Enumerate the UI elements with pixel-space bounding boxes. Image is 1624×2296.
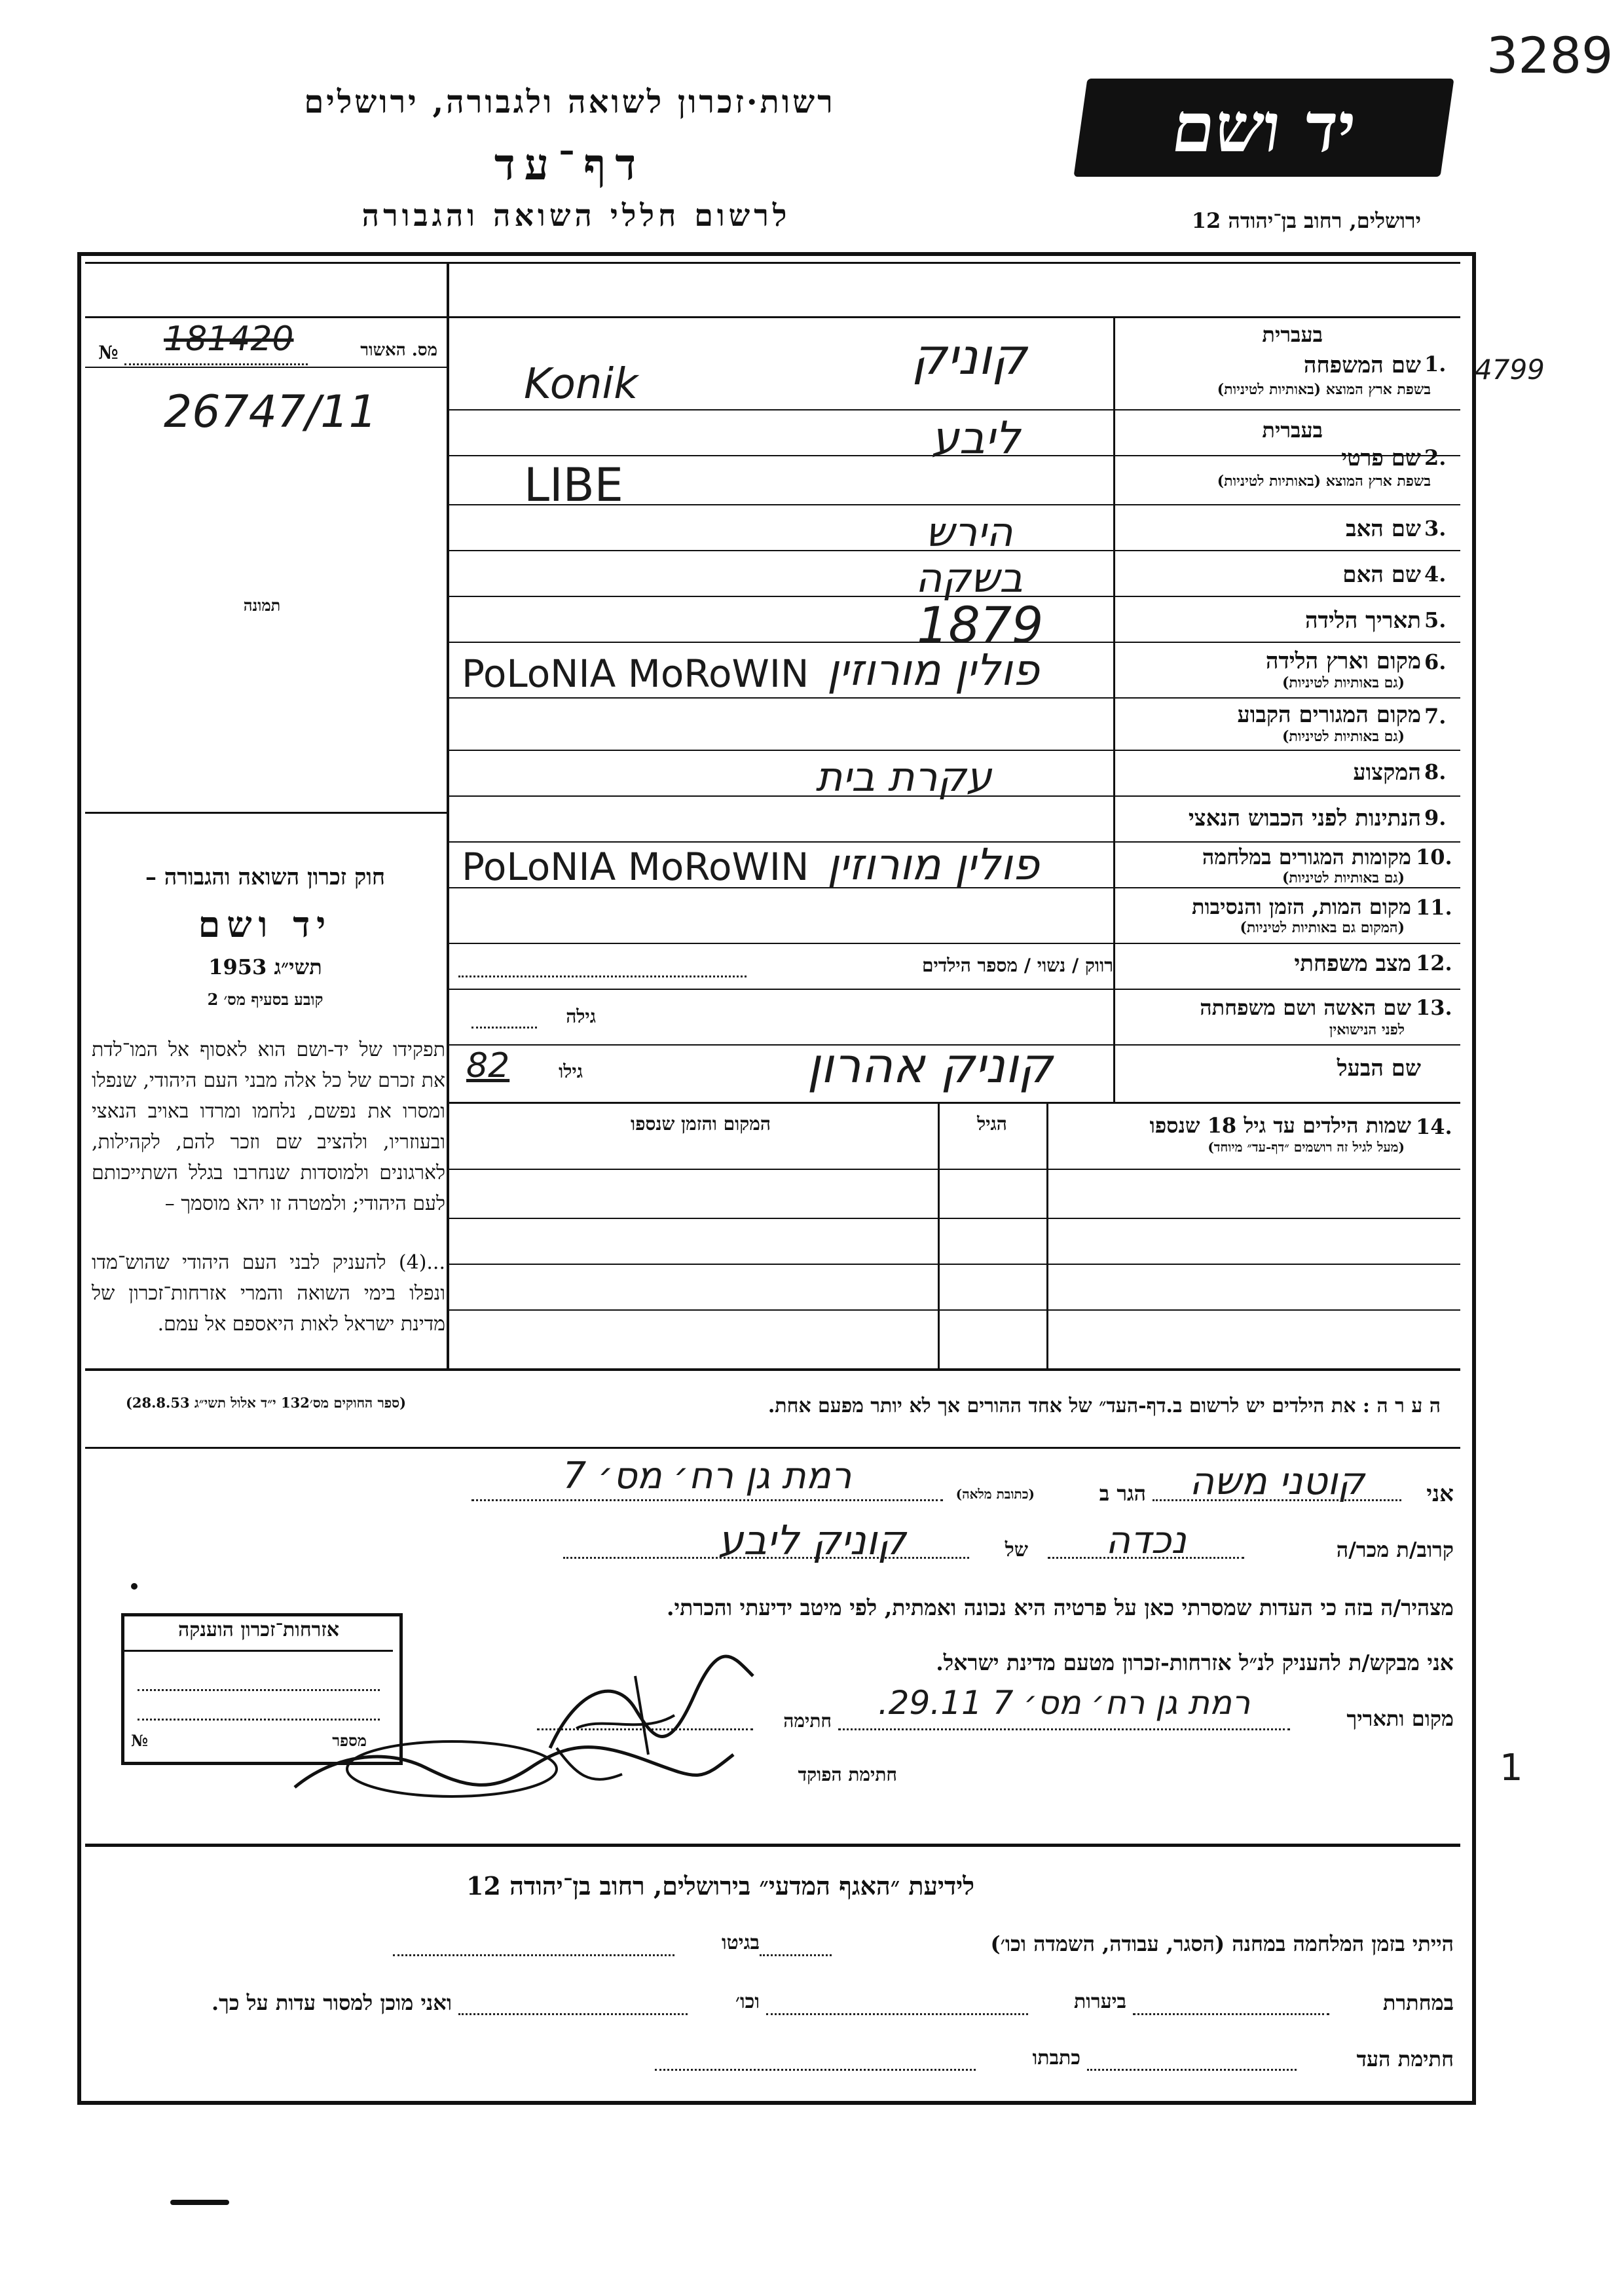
field-7-number: 7. <box>1424 704 1447 729</box>
field-11-sub: (המקום גם באותיות לטיניות) <box>1240 919 1405 936</box>
footer-ghetto: בגיטו <box>721 1931 760 1954</box>
footer-title: לידיעת ״האגף המדעי״ בירושלים, רחוב בן־יהודה 12 <box>466 1871 975 1901</box>
birth-date: 1879 <box>917 596 1044 654</box>
margin-mark-top: 4799 <box>1475 354 1545 386</box>
field-7-label: מקום המגורים הקבוע <box>1237 702 1421 728</box>
citizenship-number-sign: № <box>131 1731 149 1750</box>
field-14-number: 14. <box>1416 1114 1452 1139</box>
field-3-number: 3. <box>1424 516 1447 541</box>
witness-i-label: אני <box>1426 1481 1454 1507</box>
approval-label: מס. האשור <box>360 340 437 360</box>
of-label: של <box>1005 1539 1028 1561</box>
field-1-number: 1. <box>1424 352 1447 376</box>
mother-name: בשקה <box>915 554 1024 602</box>
field-13-number: 13. <box>1416 995 1452 1020</box>
footer-etc: וכו׳ <box>735 1990 760 2013</box>
field-3-label: שם האב <box>1346 516 1421 542</box>
footer-address: כתבתו <box>1032 2047 1080 2069</box>
header-address: ירושלים, רחוב בן־יהודה 12 <box>1191 208 1421 233</box>
wartime-residence-latin: PoLoNIA MoRoWIN <box>462 845 809 889</box>
place-date-label: מקום ותאריך <box>1346 1706 1454 1731</box>
field-6-label: מקום וארץ הלידה <box>1265 648 1421 674</box>
field-13-sub: לפני הנישואין <box>1329 1021 1405 1038</box>
law-reference: (ספר החוקים מס׳132 י״ד אלול תשי״ג 28.8.53) <box>125 1394 407 1411</box>
field-4-label: שם האם <box>1342 562 1421 588</box>
field-2-label: שם פרטי <box>1341 445 1421 471</box>
citizenship-box-title: אזרחות־זכרון הוענקה <box>177 1618 340 1641</box>
husband-age-label: גילו <box>559 1061 583 1082</box>
father-name: הירש <box>925 508 1013 556</box>
husband-name: קוניק אהרון <box>807 1038 1053 1094</box>
field-12-number: 12. <box>1416 951 1452 975</box>
wife-age-label: גילה <box>566 1006 596 1027</box>
relative-label: קרוב/ת מכר/ה <box>1336 1537 1454 1562</box>
witness-name: קוטני משה <box>1189 1459 1365 1503</box>
note-text: ה ע ר ה : את הילדים יש לרשום ב.דף-העד״ של אחד ההורים אך לא יותר מפעם אחת. <box>767 1394 1441 1417</box>
hebrew-label-2: בעברית <box>1262 418 1323 443</box>
field-7-sub: (גם באותיות לטיניות) <box>1282 728 1405 745</box>
marital-options: רווק / נשוי / מספר הילדים <box>921 955 1113 976</box>
footer-underground: במחתרת <box>1382 1990 1454 2015</box>
field-12-label: מצב משפחתי <box>1294 951 1411 977</box>
field-10-number: 10. <box>1416 845 1452 869</box>
field-1-sub: בשפת ארץ המוצא (באותיות לטיניות) <box>1217 381 1431 398</box>
surname-hebrew: קוניק <box>912 327 1027 386</box>
signature-label: חתימה <box>783 1710 832 1732</box>
birth-place-latin: PoLoNIA MoRoWIN <box>462 651 809 696</box>
margin-mark-bottom: 1 <box>1500 1747 1523 1789</box>
witness-address: רמת גן רח׳ מס׳ 7 <box>563 1455 852 1497</box>
field-5-label: תאריך הלידה <box>1304 608 1421 634</box>
place-date-value: רמת גן רח׳ מס׳ 7 29.11. <box>877 1684 1251 1722</box>
occupation: עקרת בית <box>815 753 992 801</box>
officer-signature-label: חתימת הפוקד <box>798 1764 897 1785</box>
field-5-number: 5. <box>1424 608 1447 632</box>
field-6-sub: (גם באותיות לטיניות) <box>1282 674 1405 691</box>
scan-dot <box>131 1583 138 1590</box>
footer-ready: ואני מוכן למסור עדות על כך. <box>211 1990 452 2015</box>
victim-name-ref: קוניק ליבע <box>718 1516 906 1564</box>
field-8-label: המקצוע <box>1353 759 1421 786</box>
first-name-hebrew: ליבע <box>931 412 1020 464</box>
husband-label: שם הבעל <box>1337 1055 1421 1082</box>
law-name: יד ושם <box>198 903 333 945</box>
field-9-label: הנתינות לפני הכבוש הנאצי <box>1188 805 1421 831</box>
field-14-sub: (מעל לגיל זה רושמים ״דף-עד״ מיוחד) <box>1208 1139 1405 1155</box>
photo-label: תמונה <box>243 596 281 615</box>
field-11-label: מקום המות, הזמן והנסיבות <box>1191 894 1411 919</box>
birth-place-hebrew: פולין מורוזין <box>826 645 1040 695</box>
field-1-label: שם המשפחה <box>1303 352 1421 378</box>
approval-handwritten: 26747/11 <box>164 386 377 438</box>
form-subtitle: לרשום חללי השואה והגבורה <box>361 198 791 233</box>
law-title: חוק זכרון השואה והגבורה – <box>145 864 386 890</box>
field-13-label: שם האשה ושם משפחתה <box>1200 995 1411 1020</box>
wartime-residence-hebrew: פולין מורוזין <box>826 839 1040 890</box>
husband-age: 82 <box>466 1046 510 1085</box>
approval-number: 181420 <box>164 319 294 359</box>
children-age-header: הגיל <box>977 1113 1007 1135</box>
authority-title: רשות·זכרון לשואה ולגבורה, ירושלים <box>304 84 836 120</box>
field-9-number: 9. <box>1424 805 1447 830</box>
form-title: דף־עד <box>494 139 646 190</box>
field-2-number: 2. <box>1424 445 1447 470</box>
law-year: תשי״ג 1953 <box>208 955 322 979</box>
first-name-latin: LIBE <box>524 458 623 512</box>
footer-line1: הייתי בזמן המלחמה במחנה (הסגר, עבודה, השמדה וכו׳) <box>990 1931 1454 1956</box>
field-2-sub: בשפת ארץ המוצא (באותיות לטיניות) <box>1217 473 1431 490</box>
number-sign: № <box>98 342 119 363</box>
surname-latin: Konik <box>524 360 638 409</box>
law-text-1: תפקידו של יד-ושם הוא לאסוף אל המו־לדת את זכרם של כל אלה מבני העם היהודי, שנפלו ומסרו את נפשם, נלחמו ומרדו באויב הנאצי ובעוזריו, ולהציב שם וזכר להם, לקהילות, לארגונים ולמוסדות שנחרבו בגלל השתייכותם לעם היהודי; ולמטרה זו יהא מוסמך – <box>92 1038 445 1215</box>
field-14-label: שמות הילדים עד גיל 18 שנספו <box>1149 1113 1411 1138</box>
field-10-label: מקומות המגורים במלחמה <box>1202 845 1411 869</box>
relation-value: נכדה <box>1105 1518 1187 1562</box>
law-clause: קובע בסעיף מס׳ 2 <box>207 990 323 1009</box>
field-6-number: 6. <box>1424 649 1447 674</box>
hebrew-label-1: בעברית <box>1262 322 1323 347</box>
full-address-label: (כתובת מלאה) <box>955 1486 1035 1502</box>
field-10-sub: (גם באותיות לטיניות) <box>1282 869 1405 886</box>
footer-witness-signature: חתימת העד <box>1356 2047 1454 2071</box>
request-text: אני מבקש/ת להעניק לנ״ל אזרחות-זכרון מטעם מדינת ישראל. <box>936 1650 1454 1675</box>
document-number: 3289 <box>1486 26 1614 84</box>
citizenship-number-label: מספר <box>332 1731 367 1750</box>
field-4-number: 4. <box>1424 562 1447 587</box>
scan-mark <box>170 2200 229 2205</box>
law-text-2: ...(4) להעניק לבני העם היהודי שהוש־מדו ונפלו בימי השואה והמרי אזרחות־זכרון של מדינת ישראל לאות היאספם אל עמם. <box>92 1251 445 1336</box>
field-11-number: 11. <box>1416 895 1452 920</box>
declaration-text: מצהיר/ה בזה כי העדות שמסרתי כאן על פרטיה היא נכונה ואמתית, לפי מיטב ידיעתי והכרתי. <box>667 1595 1454 1620</box>
yad-vashem-logo: יד ושם <box>1073 79 1454 177</box>
resident-label: הגר ב <box>1099 1481 1146 1506</box>
footer-forests: ביערות <box>1073 1990 1126 2013</box>
children-place-header: המקום והזמן שנספו <box>631 1113 771 1135</box>
field-8-number: 8. <box>1424 759 1447 784</box>
